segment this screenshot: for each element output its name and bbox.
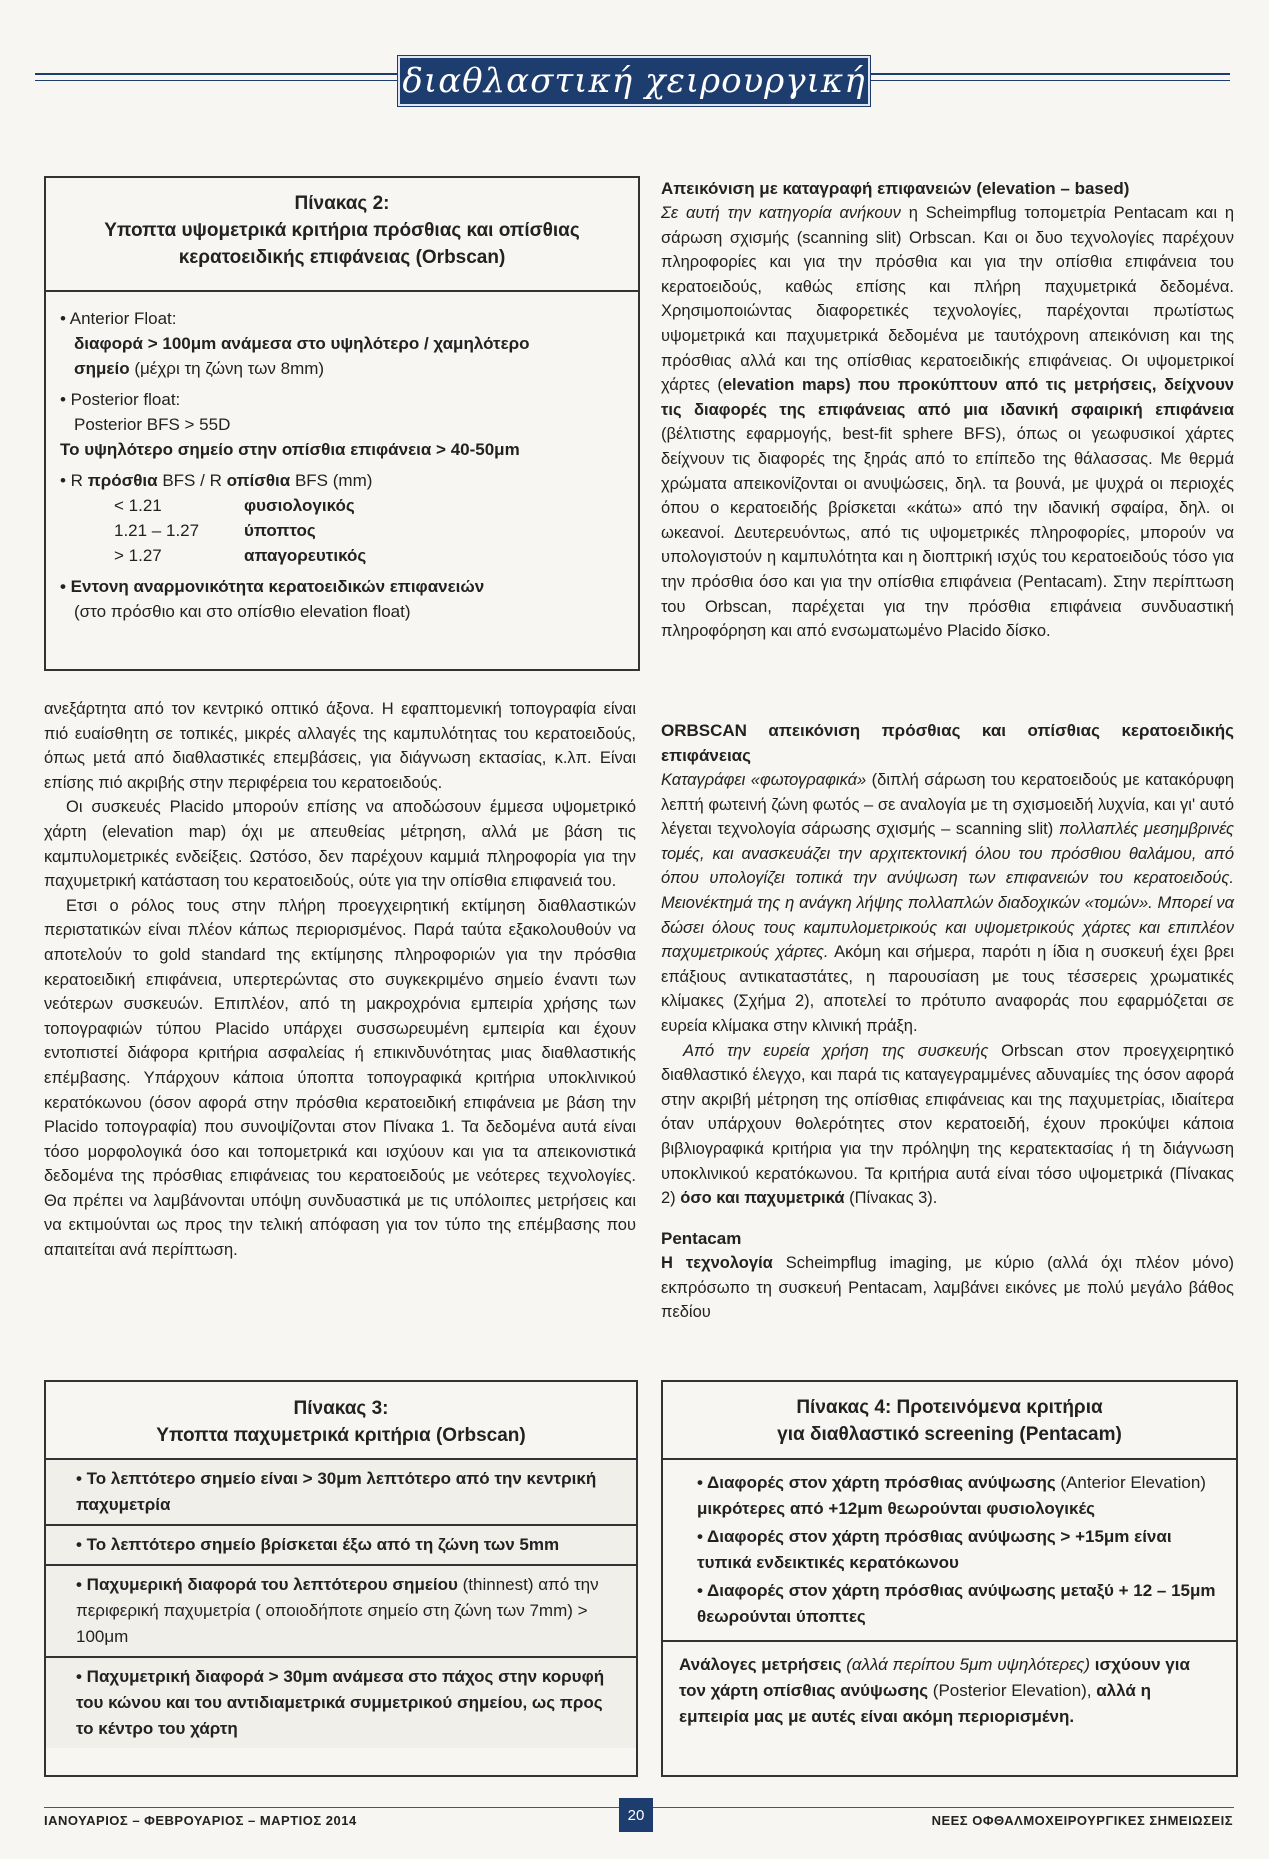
paragraph: Οι συσκευές Placido μπορούν επίσης να αποδώσουν έμμεσα υψομετρικό χάρτη (elevation map) όχι με απευθείας μέτρηση, αλλά με βάση τις καμπυλομετρικές ενδείξεις. Ωστόσο, δεν παρέχουν καμμιά πληροφορία για την παχυμετρική κατάσταση του κερατοειδούς, ούτε για την οπίσθια επιφανειά του.	[44, 798, 636, 891]
table-4-note: Ανάλογες μετρήσεις (αλλά περίπου 5μm υψηλότερες) ισχύουν για τον χάρτη οπίσθιας ανύψωσης (Posterior Elevation), αλλά η εμπειρία μας με αυτές είναι ακόμη περιορισμένη.	[663, 1640, 1236, 1740]
table-4-header	[663, 1382, 1236, 1460]
table-2-title-1: Πίνακας 2:	[294, 193, 390, 214]
table-4-item: • Διαφορές στον χάρτη πρόσθιας ανύψωσης (Anterior Elevation) μικρότερες από +12μm θεωρούνται φυσιολογικές	[697, 1473, 1206, 1518]
table-3-item: • Το λεπτότερο σημείο βρίσκεται έξω από τη ζώνη των 5mm	[46, 1526, 636, 1566]
left-column-text	[44, 697, 636, 1263]
table-3-items	[46, 1460, 636, 1748]
table-4-list	[663, 1460, 1236, 1630]
paragraph: Ετσι ο ρόλος τους στην πλήρη προεγχειρητική εκτίμηση διαθλαστικών περιστατικών είναι πλέον κάπως περιορισμένος. Παρά ταύτα εξακολουθούν να αποτελούν το gold standard της εκτίμησης πληροφοριών για την πρόσθια κερατοειδική επιφάνεια, υπερτερώντας στο συγκεκριμένο σημείο έναντι των νεότερων συσκευών. Επιπλέον, από τη μακροχρόνια εμπειρία χρήσης των τοπογραφιών τύπου Placido υπάρχει συσσωρευμένη εμπειρία και έχουν εντοπιστεί διάφορα κριτήρια ασφαλείας ή επικινδυνότητας μιας διαθλαστικής επέμβασης. Υπάρχουν κάποια ύποπτα τοπογραφικά κριτήρια υποκλινικού κερατόκωνου (όσον αφορά στην πρόσθια κερατοειδική επιφάνεια με βάση την Placido τοπογραφία) που συνοψίζονται στον Πίνακα 1. Τα δεδομένα αυτά είναι τόσο μορφολογικά όσο και τοπομετρικά και ισχύουν και για τα απεικονιστικά δεδομένα της πρόσθιας επιφάνειας του κερατοειδούς με νεότερες τεχνολογίες. Θα πρέπει να λαμβάνονται υπόψη συνδυαστικά με τις υπόλοιπες μετρήσεις και να εκτιμούνται ως προς την τελική απόφαση για τον τύπο της επέμβασης που απαιτείται ανά περίπτωση.	[44, 896, 636, 1260]
table-4-title-1: Πίνακας 4: Προτεινόμενα κριτήρια	[796, 1397, 1103, 1418]
page-number: 20	[619, 1798, 653, 1832]
table-2-box	[44, 176, 640, 671]
anterior-float-text-2: σημείο (μέχρι τη ζώνη των 8mm)	[74, 359, 325, 378]
orbscan-heading: ORBSCAN απεικόνιση πρόσθιας και οπίσθιας κερατοειδικής επιφάνειας	[661, 721, 1234, 765]
bfs-ratio-row: < 1.21 φυσιολογικός	[114, 496, 355, 515]
table-3-item: • Παχυμερική διαφορά του λεπτότερου σημείου (thinnest) από την περιφερική παχυμετρία ( οποιοδήποτε σημείο στη ζώνη των 7mm) > 100μm	[46, 1566, 636, 1658]
posterior-bfs-text: Posterior BFS > 55D	[74, 415, 231, 434]
bfs-ratio-row: > 1.27 απαγορευτικός	[114, 546, 367, 565]
elevation-section	[661, 176, 1234, 644]
pentacam-heading: Pentacam	[661, 1229, 742, 1248]
section-title: διαθλαστική χειρουργική	[402, 61, 866, 101]
table-3-title-2: Υποπτα παχυμετρικά κριτήρια (Orbscan)	[156, 1425, 526, 1446]
footer-issue-date: ΙΑΝΟΥΑΡΙΟΣ – ΦΕΒΡΟΥΑΡΙΟΣ – ΜΑΡΤΙΟΣ 2014	[44, 1813, 357, 1828]
section-banner	[398, 56, 870, 106]
footer-journal-name: ΝΕΕΣ ΟΦΘΑΛΜΟΧΕΙΡΟΥΡΓΙΚΕΣ ΣΗΜΕΙΩΣΕΙΣ	[931, 1813, 1233, 1828]
orbscan-paragraph-2: Από την ευρεία χρήση της συσκευής Orbscan στον προεγχειρητικό διαθλαστικό έλεγχο, και παρά τις καταγεγραμμένες αδυναμίες της όσον αφορά στην ακριβή μέτρηση της οπίσθιας επιφάνειας και της παχυμετρίας, ιδιαίτερα όταν υπάρχουν θολερότητες στον κερατοειδή, έχουν προκύψει κάποια βιβλιογραφικά κριτήρια για την πρόληψη της κερατεκτασίας ή τη διάγνωση υποκλινικού κερατόκωνου. Τα κριτήρια αυτά είναι τόσο υψομετρικά (Πίνακας 2) όσο και παχυμετρικά (Πίνακας 3).	[661, 1041, 1234, 1208]
anterior-float-text: διαφορά > 100μm ανάμεσα στο υψηλότερο / χαμηλότερο	[74, 334, 530, 353]
elevation-heading: Απεικόνιση με καταγραφή επιφανειών (elevation – based)	[661, 179, 1130, 198]
table-2-header	[46, 178, 638, 292]
anterior-float-label: • Anterior Float:	[60, 309, 177, 328]
elevation-paragraph: Σε αυτή την κατηγορία ανήκουν η Scheimpflug τοπομετρία Pentacam και η σάρωση σχισμής (scanning slit) Orbscan. Και οι δυο τεχνολογίες παρέχουν πληροφορίες και για την πρόσθια και για την οπίσθια επιφάνεια του κερατοειδούς, καθώς επίσης και πλήρη παχυμετρικά δεδομένα. Χρησιμοποιώντας διαφορετικές τεχνολογίες, παρέχονται πρωτίστως υψομετρικά και παχυμετρικά δεδομένα με ταυτόχρονη απεικόνιση και της πρόσθιας αλλά και της οπίσθιας κερατοειδικής επιφάνειας. Οι υψομετρικοί χάρτες (elevation maps) που προκύπτουν από τις μετρήσεις, δείχνουν τις διαφορές της επιφάνειας από μια ιδανική σφαιρική επιφάνεια (βέλτιστης εφαρμογής, best-fit sphere BFS), όπως οι γεωφυσικοί χάρτες δείχνουν τις διαφορές της ξηράς από το επίπεδο της θάλασσας. Με θερμά χρώματα απεικονίζονται οι ανυψώσεις, δηλ. τα βουνά, με ψυχρά οι περιοχές όπου ο κερατοειδής βρίσκεται «κάτω» από την ιδανική σφαίρα, δηλ. οι ωκεανοί. Δευτερευόντως, από τις υψομετρικές πληροφορίες, μπορούν να υπολογιστούν η καμπυλότητα και η διοπτρική ισχύς του κερατοειδούς τόσο για την πρόσθια όσο και για την οπίσθια επιφάνεια (Pentacam). Στην περίπτωση του Orbscan, παρέχεται για την πρόσθια επιφάνεια συνδυαστική πληροφόρηση και από ενσωματωμένο Placido δίσκο.	[661, 204, 1234, 641]
orbscan-paragraph-1: Καταγράφει «φωτογραφικά» (διπλή σάρωση του κερατοειδούς με κατακόρυφη λεπτή φωτεινή ζώνη φωτός – σε αναλογία με τη σχισμοειδή λυχνία, και γι' αυτό λέγεται τεχνολογία σάρωσης σχισμής – scanning slit) πολλαπλές μεσημβρινές τομές, και ανασκευάζει την αρχιτεκτονική όλου του πρόσθιου θαλάμου, από όπου υπολογίζει τοπικά την ανύψωση των επιφανειών του κερατοειδούς. Μειονέκτημά της η ανάγκη λήψης πολλαπλών διαδοχικών «τομών». Μπορεί να δώσει όλους τους καμπυλομετρικούς και υψομετρικούς χάρτες και επιπλέον παχυμετρικούς χάρτες. Ακόμη και σήμερα, παρότι η ίδια η συσκευή έχει βρει επάξιους αντικαταστάτες, η παρουσίαση με τους τέσσερεις χρωματικές κλίμακες (Σχήμα 2), αποτελεί το πρότυπο αναφοράς που εφαρμόζεται σε ευρεία κλίμακα στην κλινική πράξη.	[661, 771, 1234, 1035]
table-4-item: • Διαφορές στον χάρτη πρόσθιας ανύψωσης > +15μm είναι τυπικά ενδεικτικές κερατόκωνου	[697, 1527, 1172, 1572]
irregularity-text: • Εντονη αναρμονικότητα κερατοειδικών επιφανειών	[60, 577, 485, 596]
table-4-title-2: για διαθλαστικό screening (Pentacam)	[777, 1424, 1122, 1445]
posterior-float-label: • Posterior float:	[60, 390, 181, 409]
pentacam-paragraph: Η τεχνολογία Scheimpflug imaging, με κύριο (αλλά όχι πλέον μόνο) εκπρόσωπο τη συσκευή Pentacam, λαμβάνει εικόνες με πολύ μεγάλο βάθος πεδίου	[661, 1254, 1234, 1322]
table-2-title-2: Υποπτα υψομετρικά κριτήρια πρόσθιας και οπίσθιας	[104, 220, 580, 241]
paragraph: ανεξάρτητα από τον κεντρικό οπτικό άξονα. Η εφαπτομενική τοπογραφία είναι πιό ευαίσθητη σε τοπικές, μικρές αλλαγές της καμπυλότητας του κερατοειδούς, όπως μετά από διαθλαστικές επεμβάσεις, για διάγνωση εκτασίας, κ.λπ. Είναι επίσης πιό ακριβής στην περιφέρεια του κερατοειδούς.	[44, 700, 636, 792]
irregularity-subtext: (στο πρόσθιο και στο οπίσθιο elevation float)	[74, 602, 411, 621]
table-3-header	[46, 1382, 636, 1460]
table-2-title-3: κερατοειδικής επιφάνειας (Orbscan)	[178, 247, 506, 268]
orbscan-section	[661, 718, 1234, 1211]
pentacam-section	[661, 1226, 1234, 1325]
bfs-ratio-row: 1.21 – 1.27 ύποπτος	[114, 521, 316, 540]
table-3-item: • Το λεπτότερο σημείο είναι > 30μm λεπτότερο από την κεντρική παχυμετρία	[46, 1460, 636, 1526]
posterior-highest-point-text: Το υψηλότερο σημείο στην οπίσθια επιφάνεια > 40-50μm	[60, 440, 520, 459]
table-3-item: • Παχυμετρική διαφορά > 30μm ανάμεσα στο πάχος στην κορυφή του κώνου και του αντιδιαμετρικά συμμετρικού σημείου, ως προς το κέντρο του χάρτη	[46, 1658, 636, 1748]
table-3-title-1: Πίνακας 3:	[293, 1398, 389, 1419]
table-2-body	[46, 292, 638, 624]
bfs-ratio-label: • R πρόσθια BFS / R οπίσθια BFS (mm)	[60, 471, 373, 490]
table-3-box	[44, 1380, 638, 1777]
table-4-box	[661, 1380, 1238, 1777]
table-4-item: • Διαφορές στον χάρτη πρόσθιας ανύψωσης μεταξύ + 12 – 15μm θεωρούνται ύποπτες	[697, 1581, 1216, 1626]
